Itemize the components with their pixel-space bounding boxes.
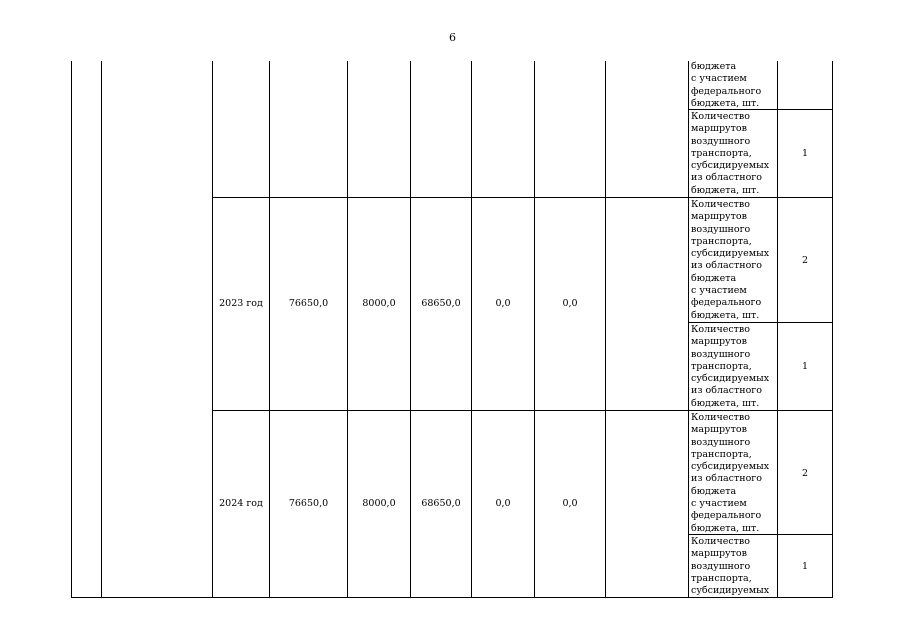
col-border [101,61,102,598]
total-cell: 76650,0 [288,498,329,509]
indicator-text: Количество маршрутов воздушного транспорта, субсидируемых из областного бюджета с участием федерального бюджета, шт. [691,412,770,534]
local-cell: 0,0 [495,298,511,309]
col-border [347,61,348,598]
federal-cell: 8000,0 [362,298,396,309]
extra-cell: 0,0 [562,298,578,309]
col-border [688,61,689,598]
indicator-text: Количество маршрутов воздушного транспорта, субсидируемых из областного бюджета с участием федерального бюджета, шт. [691,199,770,321]
col-border [212,61,213,598]
row-border [212,410,833,411]
indicator-text: Количество маршрутов воздушного транспорта, субсидируемых из областного бюджета, шт. [691,324,770,409]
indicator-text: бюджета с участием федерального бюджета, шт. [691,61,762,109]
indicator-value: 2 [801,468,809,479]
indicator-value: 1 [801,561,809,572]
regional-cell: 68650,0 [421,498,461,509]
col-border [471,61,472,598]
year-cell: 2023 год [219,298,263,309]
page-number: 6 [449,31,456,44]
indicator-value: 2 [801,255,809,266]
indicator-text: Количество маршрутов воздушного транспорта, субсидируемых из областного бюджета, шт. [691,111,770,196]
row-border [212,197,833,198]
col-border [832,61,833,598]
indicator-value: 1 [801,361,809,372]
total-cell: 76650,0 [288,298,329,309]
col-border [605,61,606,598]
local-cell: 0,0 [495,498,511,509]
row-border [688,322,833,323]
year-cell: 2024 год [219,498,263,509]
col-border [410,61,411,598]
regional-cell: 68650,0 [421,298,461,309]
col-border [534,61,535,598]
federal-cell: 8000,0 [362,498,396,509]
extra-cell: 0,0 [562,498,578,509]
col-border [71,61,72,598]
indicator-value: 1 [801,148,809,159]
col-border [269,61,270,598]
col-border [777,61,778,598]
indicator-text: Количество маршрутов воздушного транспорта, субсидируемых [691,536,770,597]
